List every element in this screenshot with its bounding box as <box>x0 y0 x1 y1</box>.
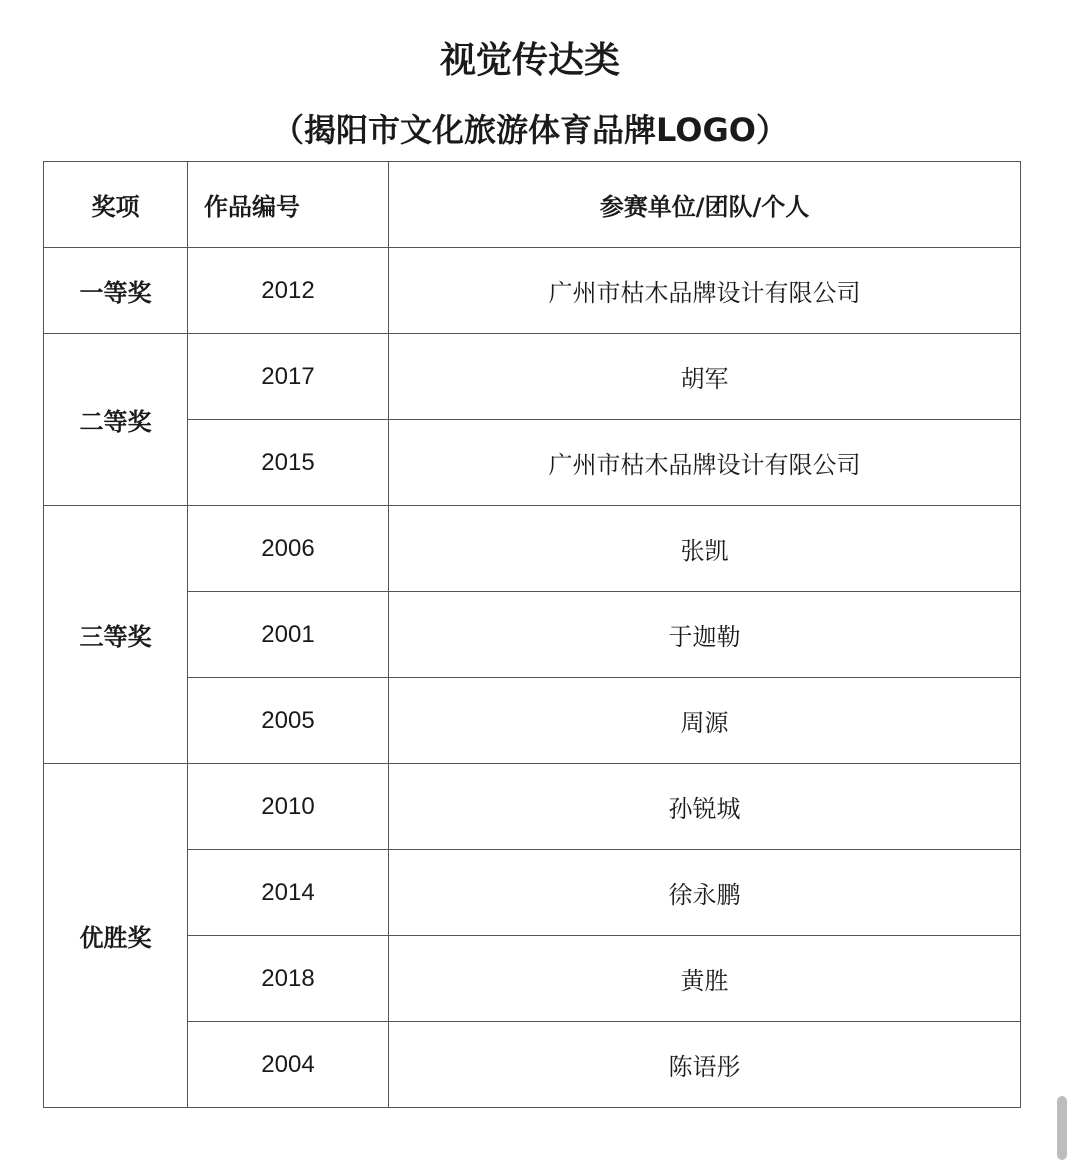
awards-table <box>43 161 1021 1108</box>
header-row <box>44 162 1021 248</box>
entrant-cell: 广州市枯木品牌设计有限公司 <box>389 248 1021 334</box>
entrant-cell: 广州市枯木品牌设计有限公司 <box>389 420 1021 506</box>
header-award: 奖项 <box>44 162 188 248</box>
award-cell-third: 三等奖 <box>44 506 188 764</box>
header-entrant: 参赛单位/团队/个人 <box>389 162 1021 248</box>
work-number-cell: 2015 <box>188 420 389 506</box>
entrant-cell: 徐永鹏 <box>389 850 1021 936</box>
award-cell-merit: 优胜奖 <box>44 764 188 1108</box>
work-number-cell: 2014 <box>188 850 389 936</box>
entrant-cell: 黄胜 <box>389 936 1021 1022</box>
work-number-cell: 2005 <box>188 678 389 764</box>
table-row <box>44 764 1021 850</box>
entrant-cell: 孙锐城 <box>389 764 1021 850</box>
page-title: 视觉传达类 <box>439 40 620 81</box>
page-subtitle: （揭阳市文化旅游体育品牌LOGO） <box>272 111 788 149</box>
table-row <box>44 506 1021 592</box>
work-number-cell: 2001 <box>188 592 389 678</box>
scrollbar-thumb[interactable] <box>1057 1096 1067 1160</box>
entrant-cell: 于迦勒 <box>389 592 1021 678</box>
work-number-cell: 2018 <box>188 936 389 1022</box>
entrant-cell: 周源 <box>389 678 1021 764</box>
entrant-cell: 张凯 <box>389 506 1021 592</box>
table-row <box>44 420 1021 506</box>
header-work-number: 作品编号 <box>188 162 389 248</box>
table-row <box>44 850 1021 936</box>
award-cell-second: 二等奖 <box>44 334 188 506</box>
award-cell-first: 一等奖 <box>44 248 188 334</box>
entrant-cell: 陈语彤 <box>389 1022 1021 1108</box>
work-number-cell: 2017 <box>188 334 389 420</box>
table-row <box>44 1022 1021 1108</box>
table-row <box>44 678 1021 764</box>
table-row <box>44 248 1021 334</box>
entrant-cell: 胡军 <box>389 334 1021 420</box>
work-number-cell: 2010 <box>188 764 389 850</box>
work-number-cell: 2004 <box>188 1022 389 1108</box>
work-number-cell: 2006 <box>188 506 389 592</box>
table-header <box>44 162 1021 248</box>
table-row <box>44 936 1021 1022</box>
table-row <box>44 592 1021 678</box>
work-number-cell: 2012 <box>188 248 389 334</box>
table-body <box>44 248 1021 1108</box>
table-row <box>44 334 1021 420</box>
